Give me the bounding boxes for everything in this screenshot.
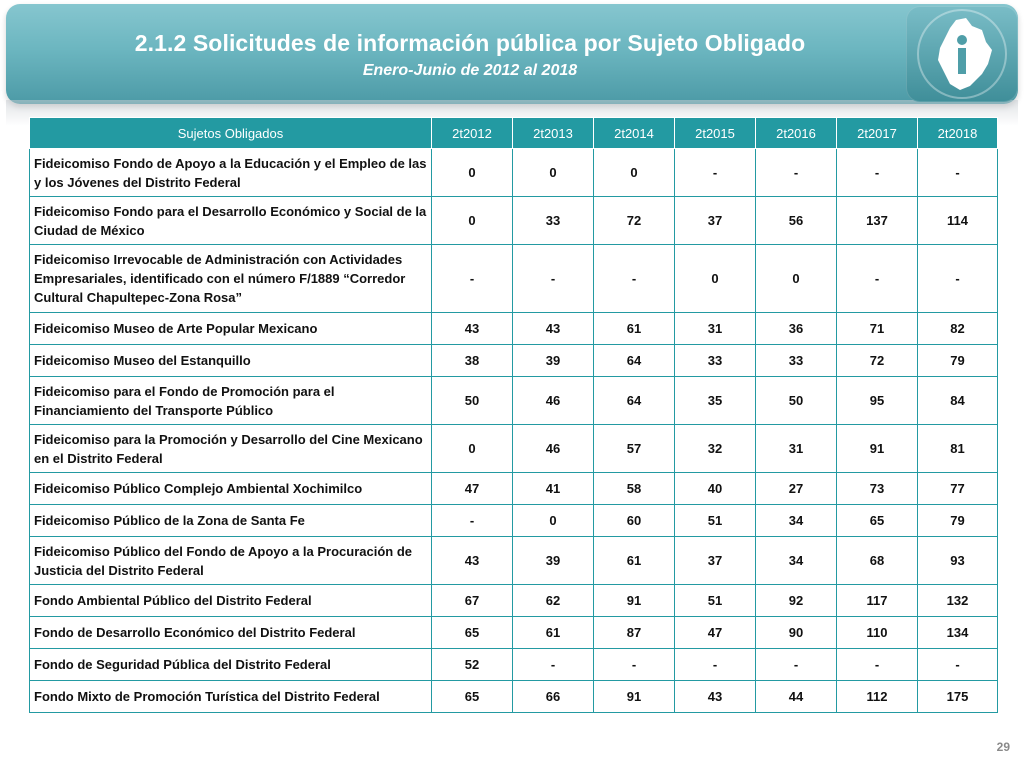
value-cell: 37: [675, 537, 756, 585]
value-cell: -: [432, 245, 513, 313]
value-cell: 91: [594, 585, 675, 617]
value-cell: 92: [756, 585, 837, 617]
value-cell: 43: [432, 537, 513, 585]
subject-name-cell: Fideicomiso para el Fondo de Promoción para el Financiamiento del Transporte Público: [30, 377, 432, 425]
value-cell: 132: [918, 585, 998, 617]
value-cell: 61: [513, 617, 594, 649]
subject-name-cell: Fideicomiso Museo de Arte Popular Mexicano: [30, 313, 432, 345]
table-row: [30, 425, 998, 473]
value-cell: 60: [594, 505, 675, 537]
value-cell: 87: [594, 617, 675, 649]
value-cell: 72: [594, 197, 675, 245]
value-cell: 77: [918, 473, 998, 505]
value-cell: 43: [513, 313, 594, 345]
table-row: [30, 505, 998, 537]
value-cell: 65: [837, 505, 918, 537]
value-cell: 71: [837, 313, 918, 345]
value-cell: 35: [675, 377, 756, 425]
table-row: [30, 649, 998, 681]
value-cell: 31: [675, 313, 756, 345]
value-cell: 0: [513, 149, 594, 197]
table-header-row: [30, 118, 998, 149]
column-header-year: 2t2017: [837, 118, 918, 149]
subject-name-cell: Fideicomiso Público del Fondo de Apoyo a la Procuración de Justicia del Distrito Federal: [30, 537, 432, 585]
value-cell: 39: [513, 345, 594, 377]
cdmx-map-icon: [906, 6, 1018, 102]
value-cell: -: [837, 245, 918, 313]
value-cell: 33: [756, 345, 837, 377]
value-cell: 61: [594, 313, 675, 345]
column-header-year: 2t2012: [432, 118, 513, 149]
value-cell: 41: [513, 473, 594, 505]
value-cell: 93: [918, 537, 998, 585]
subject-name-cell: Fideicomiso para la Promoción y Desarrollo del Cine Mexicano en el Distrito Federal: [30, 425, 432, 473]
value-cell: -: [756, 149, 837, 197]
subject-name-cell: Fideicomiso Fondo para el Desarrollo Económico y Social de la Ciudad de México: [30, 197, 432, 245]
logo: [906, 6, 1018, 102]
value-cell: 32: [675, 425, 756, 473]
value-cell: 68: [837, 537, 918, 585]
value-cell: 52: [432, 649, 513, 681]
column-header-year: 2t2015: [675, 118, 756, 149]
value-cell: 50: [756, 377, 837, 425]
value-cell: 47: [432, 473, 513, 505]
value-cell: 34: [756, 505, 837, 537]
value-cell: 56: [756, 197, 837, 245]
value-cell: 91: [594, 681, 675, 713]
subject-name-cell: Fideicomiso Público Complejo Ambiental Xochimilco: [30, 473, 432, 505]
value-cell: 0: [432, 149, 513, 197]
value-cell: -: [756, 649, 837, 681]
subject-name-cell: Fideicomiso Museo del Estanquillo: [30, 345, 432, 377]
value-cell: 90: [756, 617, 837, 649]
value-cell: 134: [918, 617, 998, 649]
value-cell: -: [594, 649, 675, 681]
value-cell: 110: [837, 617, 918, 649]
value-cell: 67: [432, 585, 513, 617]
table-row: [30, 585, 998, 617]
value-cell: 51: [675, 505, 756, 537]
page-subtitle: Enero-Junio de 2012 al 2018: [362, 62, 578, 79]
value-cell: 36: [756, 313, 837, 345]
page-number: 29: [996, 740, 1010, 754]
subject-name-cell: Fideicomiso Fondo de Apoyo a la Educación y el Empleo de las y los Jóvenes del Distrito Federal: [30, 149, 432, 197]
value-cell: 37: [675, 197, 756, 245]
table-row: [30, 377, 998, 425]
subject-name-cell: Fideicomiso Irrevocable de Administración con Actividades Empresariales, identificado con el número F/1889 “Corredor Cultural Chapultepec-Zona Rosa”: [30, 245, 432, 313]
table-row: [30, 313, 998, 345]
value-cell: 0: [594, 149, 675, 197]
value-cell: 95: [837, 377, 918, 425]
subject-name-cell: Fondo de Desarrollo Económico del Distrito Federal: [30, 617, 432, 649]
value-cell: 38: [432, 345, 513, 377]
value-cell: 44: [756, 681, 837, 713]
value-cell: 65: [432, 617, 513, 649]
value-cell: 112: [837, 681, 918, 713]
value-cell: 79: [918, 345, 998, 377]
table-row: [30, 245, 998, 313]
subject-name-cell: Fondo de Seguridad Pública del Distrito Federal: [30, 649, 432, 681]
value-cell: -: [918, 649, 998, 681]
value-cell: 0: [675, 245, 756, 313]
value-cell: 0: [432, 425, 513, 473]
value-cell: 66: [513, 681, 594, 713]
table-row: [30, 345, 998, 377]
value-cell: -: [837, 149, 918, 197]
table-row: [30, 537, 998, 585]
value-cell: 34: [756, 537, 837, 585]
value-cell: 43: [432, 313, 513, 345]
value-cell: -: [432, 505, 513, 537]
value-cell: 117: [837, 585, 918, 617]
value-cell: 51: [675, 585, 756, 617]
value-cell: 91: [837, 425, 918, 473]
value-cell: 0: [756, 245, 837, 313]
value-cell: 0: [432, 197, 513, 245]
subject-name-cell: Fondo Mixto de Promoción Turística del Distrito Federal: [30, 681, 432, 713]
column-header-year: 2t2018: [918, 118, 998, 149]
column-header-year: 2t2013: [513, 118, 594, 149]
value-cell: 57: [594, 425, 675, 473]
value-cell: 61: [594, 537, 675, 585]
table-row: [30, 149, 998, 197]
page-title: 2.1.2 Solicitudes de información pública por Sujeto Obligado: [134, 30, 806, 56]
value-cell: 39: [513, 537, 594, 585]
table-row: [30, 681, 998, 713]
value-cell: -: [513, 245, 594, 313]
value-cell: 27: [756, 473, 837, 505]
value-cell: 0: [513, 505, 594, 537]
value-cell: 137: [837, 197, 918, 245]
value-cell: -: [918, 149, 998, 197]
column-header-subject: Sujetos Obligados: [30, 118, 432, 149]
value-cell: 33: [675, 345, 756, 377]
value-cell: -: [837, 649, 918, 681]
value-cell: 81: [918, 425, 998, 473]
value-cell: 82: [918, 313, 998, 345]
column-header-year: 2t2016: [756, 118, 837, 149]
value-cell: 72: [837, 345, 918, 377]
value-cell: 50: [432, 377, 513, 425]
value-cell: 33: [513, 197, 594, 245]
value-cell: -: [918, 245, 998, 313]
table-row: [30, 617, 998, 649]
value-cell: 46: [513, 377, 594, 425]
subject-name-cell: Fondo Ambiental Público del Distrito Federal: [30, 585, 432, 617]
column-header-year: 2t2014: [594, 118, 675, 149]
table-row: [30, 197, 998, 245]
subject-name-cell: Fideicomiso Público de la Zona de Santa Fe: [30, 505, 432, 537]
value-cell: -: [594, 245, 675, 313]
value-cell: 58: [594, 473, 675, 505]
value-cell: 79: [918, 505, 998, 537]
value-cell: 73: [837, 473, 918, 505]
value-cell: 46: [513, 425, 594, 473]
value-cell: -: [513, 649, 594, 681]
value-cell: 43: [675, 681, 756, 713]
value-cell: 84: [918, 377, 998, 425]
table-row: [30, 473, 998, 505]
value-cell: 114: [918, 197, 998, 245]
value-cell: 47: [675, 617, 756, 649]
value-cell: -: [675, 149, 756, 197]
value-cell: 31: [756, 425, 837, 473]
value-cell: -: [675, 649, 756, 681]
value-cell: 65: [432, 681, 513, 713]
value-cell: 62: [513, 585, 594, 617]
value-cell: 64: [594, 345, 675, 377]
value-cell: 64: [594, 377, 675, 425]
value-cell: 40: [675, 473, 756, 505]
data-table: [29, 117, 998, 713]
value-cell: 175: [918, 681, 998, 713]
